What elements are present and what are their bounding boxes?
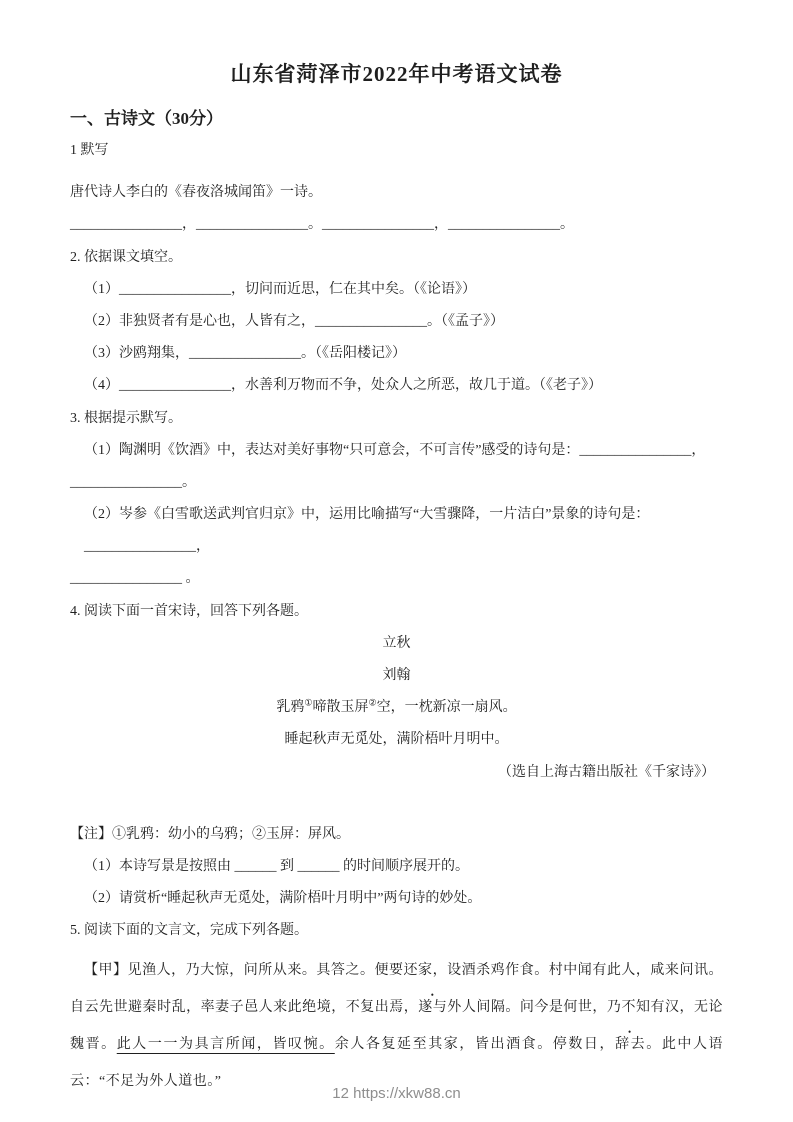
footnote-marker-1: ①	[304, 697, 313, 708]
poem-line-1	[70, 692, 723, 724]
text-segment: 到	[280, 858, 294, 874]
q4-sub-2: （2）请赏析“睡起秋声无觅处，满阶梧叶月明中”两句诗的妙处。	[84, 891, 482, 907]
q3-item-2-line-2: ________________ 。	[70, 571, 200, 587]
text-segment: 空，一枕新凉一扇风。	[376, 700, 517, 716]
text-segment: 的时间顺序展开的。	[343, 858, 469, 874]
page-footer-watermark: 12 https://xkw88.cn	[332, 1085, 461, 1102]
q5-stem: 5. 阅读下面的文言文，完成下列各题。	[70, 923, 308, 939]
section-heading-ancient-poetry: 一、古诗文（30分）	[70, 109, 223, 128]
page-title: 山东省菏泽市2022年中考语文试卷	[230, 62, 563, 86]
q4-sub-1	[70, 851, 723, 883]
q2-stem: 2. 依据课文填空。	[70, 249, 182, 265]
text-segment: 去。此中人语云：“不足为外人道也。”	[70, 1036, 724, 1089]
footnote-marker-2: ②	[368, 697, 377, 708]
q2-item-2: （2）非独贤者有是心也，人皆有之，________________。（《孟子》）	[84, 313, 504, 329]
q1-intro: 唐代诗人李白的《春夜洛城闻笛》一诗。	[70, 185, 322, 201]
poem-source: （选自上海古籍出版社《千家诗》）	[498, 764, 715, 780]
q3-item-2-line-1: （2）岑参《白雪歌送武判官归京》中，运用比喻描写“大雪骤降，一片洁白”景象的诗句是：________________，	[84, 507, 650, 555]
q1-answer-blanks: ________________，________________。________________，________________。	[70, 217, 574, 233]
poem-title: 立秋	[382, 635, 411, 651]
emphasized-char-sui: 遂	[418, 999, 433, 1015]
text-segment: 乳鸦	[276, 700, 305, 716]
q2-item-4: （4）________________，水善利万物而不争，处众人之所恶，故几于道。（《老子》）	[84, 378, 602, 394]
q4-stem: 4. 阅读下面一首宋诗，回答下列各题。	[70, 603, 308, 619]
q3-stem: 3. 根据提示默写。	[70, 410, 182, 426]
text-segment: 见渔人，乃大惊，问所从来。具答之。便要还家，设酒杀鸡作食。村中闻有此人，咸来问讯。自云先世避秦时乱，率妻子邑人来此绝境，不复出焉，	[70, 962, 724, 1015]
q5-passage-jia	[70, 952, 723, 1100]
q2-item-1: （1）________________，切问而近思，仁在其中矣。（《论语》）	[84, 281, 476, 297]
text-segment: 与外人间隔。问今是何世，乃不知有汉，无论魏晋。	[70, 999, 724, 1052]
q2-item-3: （3）沙鸥翔集，________________。（《岳阳楼记》）	[84, 346, 406, 362]
poem-line-2: 睡起秋声无觅处，满阶梧叶月明中。	[284, 732, 509, 748]
q4-note: 【注】①乳鸦：幼小的乌鸦；②玉屏：屏风。	[70, 826, 350, 842]
q3-item-1-line-1: （1）陶渊明《饮酒》中，表达对美好事物“只可意会，不可言传”感受的诗句是：________________，	[84, 442, 706, 458]
underlined-sentence: 此人一一为具言所闻，皆叹惋。	[116, 1036, 335, 1052]
poem-block	[70, 628, 723, 789]
q1-number-label: 1 默写	[70, 143, 109, 158]
answer-blank-short-1: ______	[234, 858, 277, 874]
answer-blank-short-2: ______	[297, 858, 340, 874]
passage-tag-jia: 【甲】	[84, 962, 128, 978]
text-segment: 啼散玉屏	[312, 700, 369, 716]
poem-author: 刘翰	[382, 668, 411, 683]
emphasized-char-ci: 辞	[615, 1036, 631, 1052]
text-segment: 余人各复延至其家，皆出酒食。停数日，	[334, 1036, 616, 1052]
q3-item-1-line-2: ________________。	[70, 474, 196, 490]
text-segment: （1）本诗写景是按照由	[84, 858, 231, 874]
